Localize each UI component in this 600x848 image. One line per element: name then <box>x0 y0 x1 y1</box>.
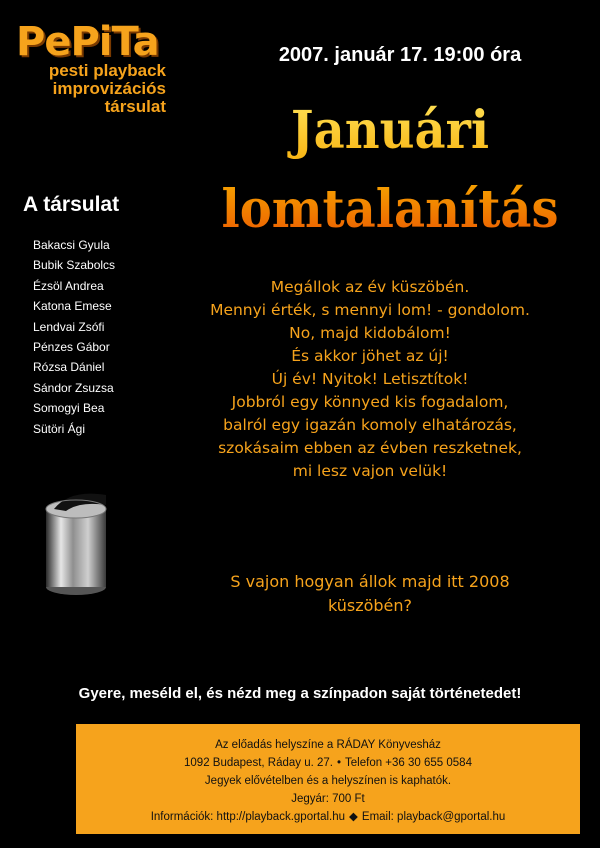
poem-line: balról egy igazán komoly elhatározás, <box>223 416 517 434</box>
poem-line: Megállok az év küszöbén. <box>270 278 470 296</box>
contact-line <box>76 754 580 772</box>
poem-line: Jobbról egy könnyed kis fogadalom, <box>231 393 509 411</box>
poem <box>150 276 590 483</box>
logo-line: társulat <box>104 97 166 116</box>
question-line: S vajon hogyan állok majd itt 2008 <box>230 572 510 591</box>
website-link[interactable]: Információk: http://playback.gportal.hu <box>150 811 346 823</box>
cast-heading: A társulat <box>23 193 120 216</box>
poem-line: Új év! Nyitok! Letisztítok! <box>271 370 469 388</box>
trash-bin-image <box>40 487 112 599</box>
troupe-logo <box>16 19 166 116</box>
links-line <box>76 808 580 826</box>
info-box <box>76 724 580 834</box>
address-text: 1092 Budapest, Ráday u. 27. <box>184 757 333 769</box>
phone-text: Telefon +36 30 655 0584 <box>345 757 472 769</box>
cast-member: Pénzes Gábor <box>33 340 110 355</box>
cast-member: Lendvai Zsófi <box>33 319 105 334</box>
event-datetime: 2007. január 17. 19:00 óra <box>278 44 522 66</box>
logo-line: improvizációs <box>52 79 166 98</box>
cast-member: Katona Emese <box>33 299 112 314</box>
venue-line: Az előadás helyszíne a RÁDAY Könyvesház <box>215 739 441 751</box>
email-link[interactable]: Email: playback@gportal.hu <box>361 811 506 823</box>
poem-line: No, majd kidobálom! <box>289 324 451 342</box>
cast-member: Sütöri Ági <box>33 421 86 436</box>
poem-line: mi lesz vajon velük! <box>292 462 448 480</box>
cast-member: Sándor Zsuzsa <box>33 380 114 395</box>
diamond-icon: ◆ <box>349 811 358 823</box>
poem-line: Mennyi érték, s mennyi lom! - gondolom. <box>210 301 530 319</box>
price-line: Jegyár: 700 Ft <box>291 793 365 805</box>
cast-list <box>33 235 115 439</box>
event-title: Januári lomtalanítás <box>180 91 600 249</box>
logo-title: PePiTa <box>16 19 159 65</box>
bullet-icon: • <box>337 757 342 769</box>
invite-line: Gyere, meséld el, és nézd meg a színpadon saját történetedet! <box>78 685 522 702</box>
poem-line: És akkor jöhet az új! <box>291 347 449 365</box>
poem-line: szokásaim ebben az évben reszketnek, <box>218 439 522 457</box>
cast-member: Bakacsi Gyula <box>33 238 110 252</box>
logo-line: pesti playback <box>48 61 166 80</box>
tickets-line: Jegyek elővételben és a helyszínen is kaphatók. <box>204 775 452 787</box>
question-line: küszöbén? <box>327 596 413 615</box>
cast-member: Somogyi Bea <box>33 401 105 416</box>
cast-member: Rózsa Dániel <box>33 360 105 375</box>
cast-member: Ézsöl Andrea <box>33 278 104 293</box>
cast-member: Bubik Szabolcs <box>33 258 116 273</box>
question <box>150 570 590 618</box>
